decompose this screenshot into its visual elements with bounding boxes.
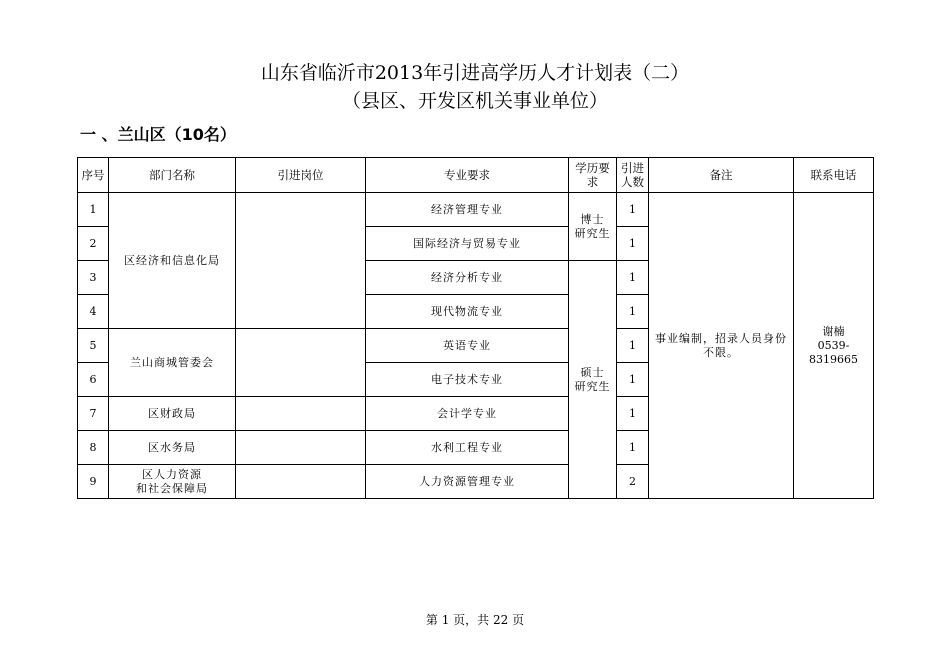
row-major: 水利工程专业 xyxy=(366,431,569,465)
row-seq: 9 xyxy=(78,465,109,499)
header-major: 专业要求 xyxy=(366,158,569,193)
row-major: 经济管理专业 xyxy=(366,193,569,227)
dept-line: 和社会保障局 xyxy=(136,481,208,495)
row-major: 会计学专业 xyxy=(366,397,569,431)
row-count: 2 xyxy=(617,465,649,499)
row-seq: 3 xyxy=(78,261,109,295)
row-seq: 2 xyxy=(78,227,109,261)
contact-phone: 0539-8319665 xyxy=(809,338,858,366)
position-cell-1 xyxy=(236,193,366,329)
row-major: 人力资源管理专业 xyxy=(366,465,569,499)
position-cell-3 xyxy=(236,397,366,431)
position-cell-5 xyxy=(236,465,366,499)
recruitment-table xyxy=(77,157,874,499)
header-position: 引进岗位 xyxy=(236,158,366,193)
row-seq: 8 xyxy=(78,431,109,465)
degree-line: 硕士 xyxy=(580,365,605,379)
contact-cell xyxy=(794,193,874,499)
row-seq: 4 xyxy=(78,295,109,329)
row-count: 1 xyxy=(617,295,649,329)
dept-cell-lanshan-mall: 兰山商城管委会 xyxy=(109,329,236,397)
header-phone: 联系电话 xyxy=(794,158,874,193)
contact-name: 谢楠 xyxy=(822,324,845,338)
row-seq: 6 xyxy=(78,363,109,397)
dept-cell-finance: 区财政局 xyxy=(109,397,236,431)
row-count: 1 xyxy=(617,363,649,397)
row-major: 电子技术专业 xyxy=(366,363,569,397)
row-count: 1 xyxy=(617,261,649,295)
row-seq: 7 xyxy=(78,397,109,431)
header-seq: 序号 xyxy=(78,158,109,193)
row-count: 1 xyxy=(617,227,649,261)
degree-cell-master xyxy=(569,261,617,499)
row-seq: 5 xyxy=(78,329,109,363)
header-row xyxy=(78,158,874,193)
row-seq: 1 xyxy=(78,193,109,227)
header-dept: 部门名称 xyxy=(109,158,236,193)
row-count: 1 xyxy=(617,431,649,465)
degree-line: 博士 xyxy=(580,212,605,226)
header-degree: 学历要求 xyxy=(569,158,617,193)
row-major: 经济分析专业 xyxy=(366,261,569,295)
page-footer: 第 1 页，共 22 页 xyxy=(425,613,525,627)
position-cell-2 xyxy=(236,329,366,397)
row-major: 英语专业 xyxy=(366,329,569,363)
header-count: 引进人数 xyxy=(617,158,649,193)
degree-line: 研究生 xyxy=(574,379,611,393)
table-row xyxy=(78,193,874,227)
row-major: 现代物流专业 xyxy=(366,295,569,329)
dept-line: 区人力资源 xyxy=(142,467,202,481)
degree-cell-doctor xyxy=(569,193,617,261)
row-major: 国际经济与贸易专业 xyxy=(366,227,569,261)
row-count: 1 xyxy=(617,397,649,431)
row-count: 1 xyxy=(617,193,649,227)
page-title: 山东省临沂市2013年引进高学历人才计划表（二） xyxy=(260,62,690,84)
row-count: 1 xyxy=(617,329,649,363)
dept-cell-hr xyxy=(109,465,236,499)
degree-line: 研究生 xyxy=(574,226,611,240)
dept-cell-economic: 区经济和信息化局 xyxy=(109,193,236,329)
position-cell-4 xyxy=(236,431,366,465)
dept-cell-water: 区水务局 xyxy=(109,431,236,465)
section-heading: 一 、兰山区（10名） xyxy=(80,125,236,144)
header-remark: 备注 xyxy=(649,158,794,193)
page-subtitle: （县区、开发区机关事业单位） xyxy=(341,90,608,112)
remark-cell: 事业编制，招录人员身份不限。 xyxy=(649,193,794,499)
